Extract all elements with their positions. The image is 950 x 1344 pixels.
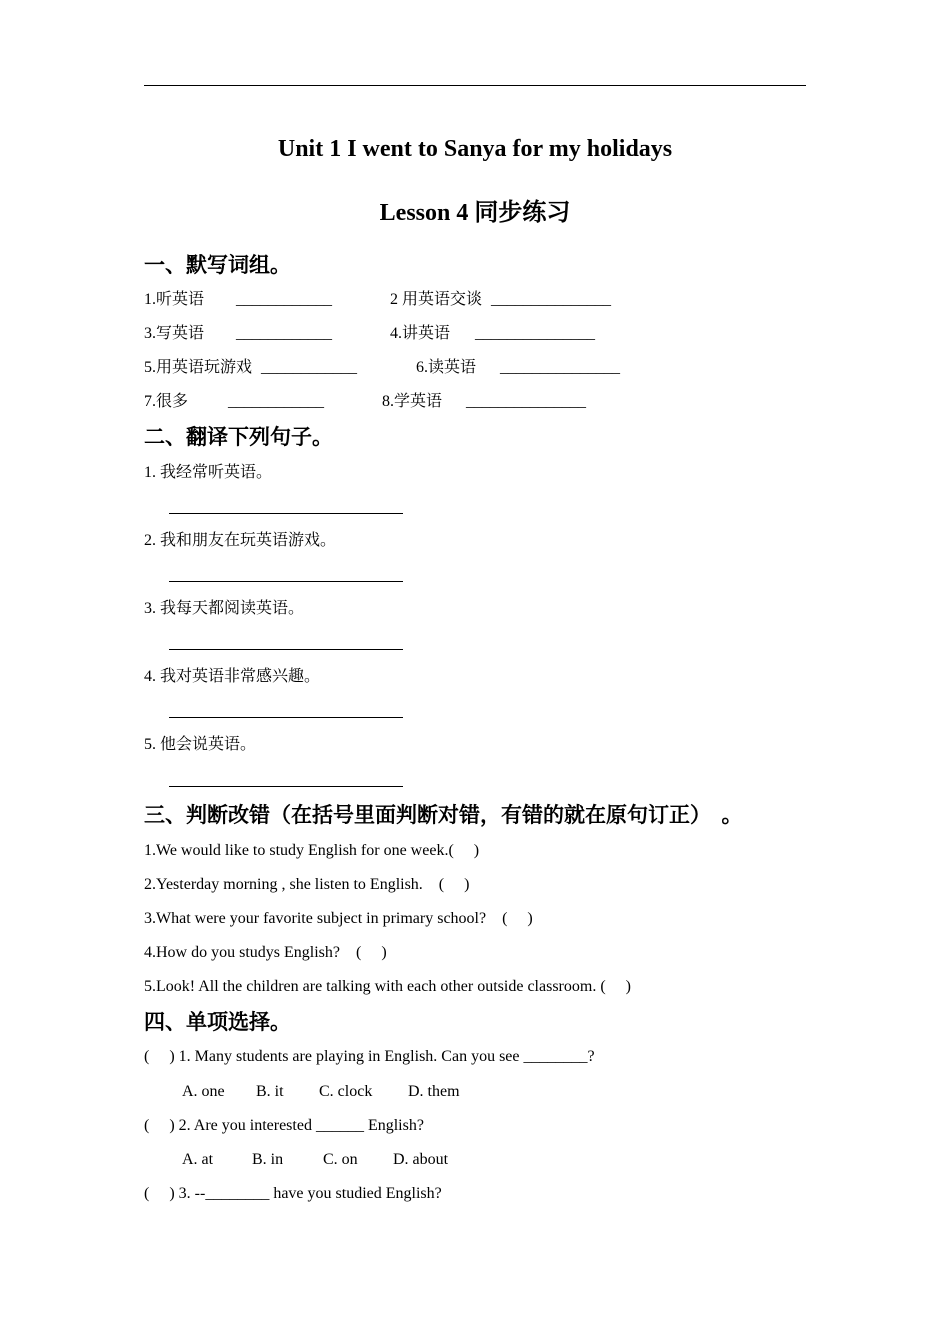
correction-item-4: 4.How do you studys English? ( ) [144,944,387,961]
correction-item-5: 5.Look! All the children are talking with each other outside classroom. ( ) [144,978,631,995]
choice-question-3: ( ) 3. --________ have you studied English? [144,1185,442,1202]
section1-heading: 一、默写词组。 [144,253,291,277]
answer-line-4[interactable] [169,717,403,718]
phrase-blank-7[interactable]: ____________ [228,393,324,410]
answer-line-3[interactable] [169,649,403,650]
answer-line-2[interactable] [169,581,403,582]
translate-sentence-2: 2. 我和朋友在玩英语游戏。 [144,532,337,549]
page-subtitle: Lesson 4 同步练习 [379,200,571,226]
choice-option-1a[interactable]: A. one [182,1083,225,1100]
choice-option-1d[interactable]: D. them [408,1083,460,1100]
translate-sentence-5: 5. 他会说英语。 [144,736,257,753]
phrase-item-6: 6.读英语 [416,359,477,376]
section3-heading: 三、判断改错（在括号里面判断对错，有错的就在原句订正） 。 [144,803,743,827]
phrase-item-4: 4.讲英语 [390,325,451,342]
translate-sentence-1: 1. 我经常听英语。 [144,464,273,481]
choice-option-1c[interactable]: C. clock [319,1083,373,1100]
choice-question-2: ( ) 2. Are you interested ______ English? [144,1117,424,1134]
phrase-blank-6[interactable]: _______________ [500,359,620,376]
correction-item-3: 3.What were your favorite subject in primary school? ( ) [144,910,533,927]
choice-option-1b[interactable]: B. it [256,1083,284,1100]
phrase-item-7: 7.很多 [144,393,189,410]
header-rule [144,85,806,86]
answer-line-5[interactable] [169,786,403,787]
section2-heading: 二、翻译下列句子。 [144,425,333,449]
choice-option-2c[interactable]: C. on [323,1151,358,1168]
choice-option-2a[interactable]: A. at [182,1151,214,1168]
choice-question-1: ( ) 1. Many students are playing in English. Can you see ________? [144,1048,595,1065]
translate-sentence-3: 3. 我每天都阅读英语。 [144,600,305,617]
phrase-blank-5[interactable]: ____________ [261,359,357,376]
translate-sentence-4: 4. 我对英语非常感兴趣。 [144,668,321,685]
phrase-blank-1[interactable]: ____________ [236,291,332,308]
answer-line-1[interactable] [169,513,403,514]
phrase-item-3: 3.写英语 [144,325,205,342]
phrase-item-5: 5.用英语玩游戏 [144,359,253,376]
phrase-blank-3[interactable]: ____________ [236,325,332,342]
phrase-blank-4[interactable]: _______________ [475,325,595,342]
correction-item-1: 1.We would like to study English for one week.( ) [144,842,480,859]
correction-item-2: 2.Yesterday morning , she listen to English. ( ) [144,876,470,893]
choice-option-2d[interactable]: D. about [393,1151,449,1168]
phrase-item-1: 1.听英语 [144,291,205,308]
page-title: Unit 1 I went to Sanya for my holidays [277,136,673,162]
choice-option-2b[interactable]: B. in [252,1151,284,1168]
phrase-blank-2[interactable]: _______________ [491,291,611,308]
phrase-item-2: 2 用英语交谈 [390,291,483,308]
section4-heading: 四、单项选择。 [144,1010,291,1034]
phrase-blank-8[interactable]: _______________ [466,393,586,410]
phrase-item-8: 8.学英语 [382,393,443,410]
